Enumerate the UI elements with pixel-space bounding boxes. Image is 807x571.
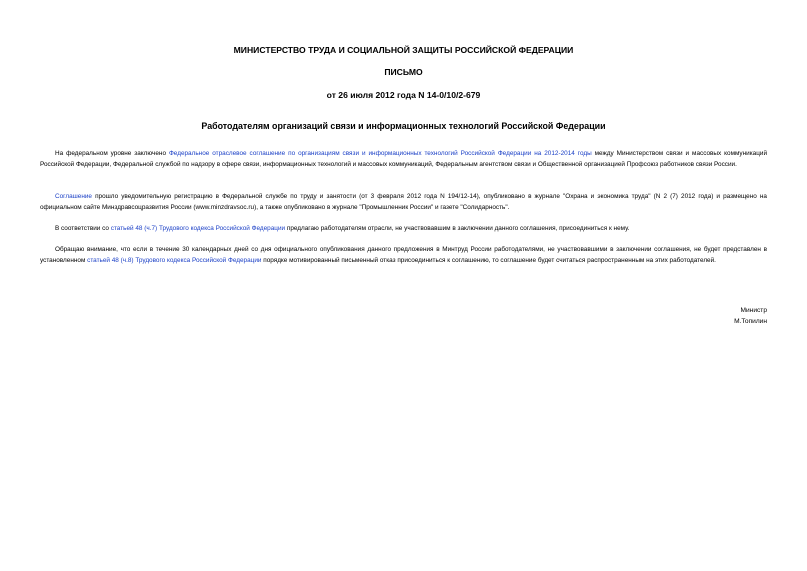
paragraph-text-part: Обращаю внимание, что если в течение 30 календарных дней со дня официального опубликования данного предложения в Минтруд России работодателями, не участвовавшими в заключении соглашения, не будет представлен в установленном (40, 246, 767, 264)
paragraph-text (40, 245, 767, 266)
paragraph-agreement-registration (40, 192, 767, 213)
agreement-short-link[interactable]: Соглашение (55, 193, 92, 200)
paragraph-text-part: между Министерством связи и массовых коммуникаций Российской Федерации, Федеральной службой по надзору в сфере связи, информационных технологий и массовых коммуникаций, Федеральным агентством связи и Общественной организацией Профсоюз работников связи России. (40, 150, 768, 168)
labor-code-article-48-8-link[interactable]: статьей 48 (ч.8) Трудового кодекса Российской Федерации (87, 256, 262, 264)
signature-name: М.Топилин (734, 318, 767, 325)
paragraph-refusal-notice (40, 245, 767, 266)
document-date-number: от 26 июля 2012 года N 14-0/10/2-679 (326, 90, 481, 100)
addressee-heading: Работодателям организаций связи и информационных технологий Российской Федерации (201, 121, 606, 131)
paragraph-text (40, 149, 767, 170)
document-type: ПИСЬМО (384, 67, 423, 77)
labor-code-article-48-7-link[interactable]: статьей 48 (ч.7) Трудового кодекса Российской Федерации (110, 225, 286, 232)
paragraph-join-proposal (40, 224, 767, 235)
paragraph-text (40, 224, 767, 235)
agreement-link[interactable]: Федеральное отраслевое соглашение по организациям связи и информационных технологий Российской Федерации на 2012-2014 годы (168, 150, 592, 157)
paragraph-text-part: прошло уведомительную регистрацию в Федеральной службе по труду и занятости (от 3 февраля 2012 года N 194/12-14), опубликовано в журнале "Охрана и экономика труда" (N 2 (7) 2012 года) и размещено на официальном сайте Минздравсоцразвития России (www.minzdravsoc.ru), а также опубликовано в журнале "Промышленник России" и газете "Солидарность". (40, 193, 767, 211)
paragraph-text-part: На федеральном уровне заключено (55, 150, 169, 157)
paragraph-text-part: предлагаю работодателям отрасли, не участвовавшим в заключении данного соглашения, присоединиться к нему. (285, 225, 630, 232)
paragraph-agreement-concluded (40, 149, 767, 170)
paragraph-text-part: порядке мотивированный письменный отказ присоединиться к соглашению, то соглашение будет считаться распространенным на этих работодателей. (261, 256, 716, 264)
paragraph-text (40, 192, 767, 213)
paragraph-text-part: В соответствии со (55, 225, 111, 232)
signature-title: Министр (740, 307, 767, 314)
ministry-heading: МИНИСТЕРСТВО ТРУДА И СОЦИАЛЬНОЙ ЗАЩИТЫ РОССИЙСКОЙ ФЕДЕРАЦИИ (233, 45, 574, 55)
